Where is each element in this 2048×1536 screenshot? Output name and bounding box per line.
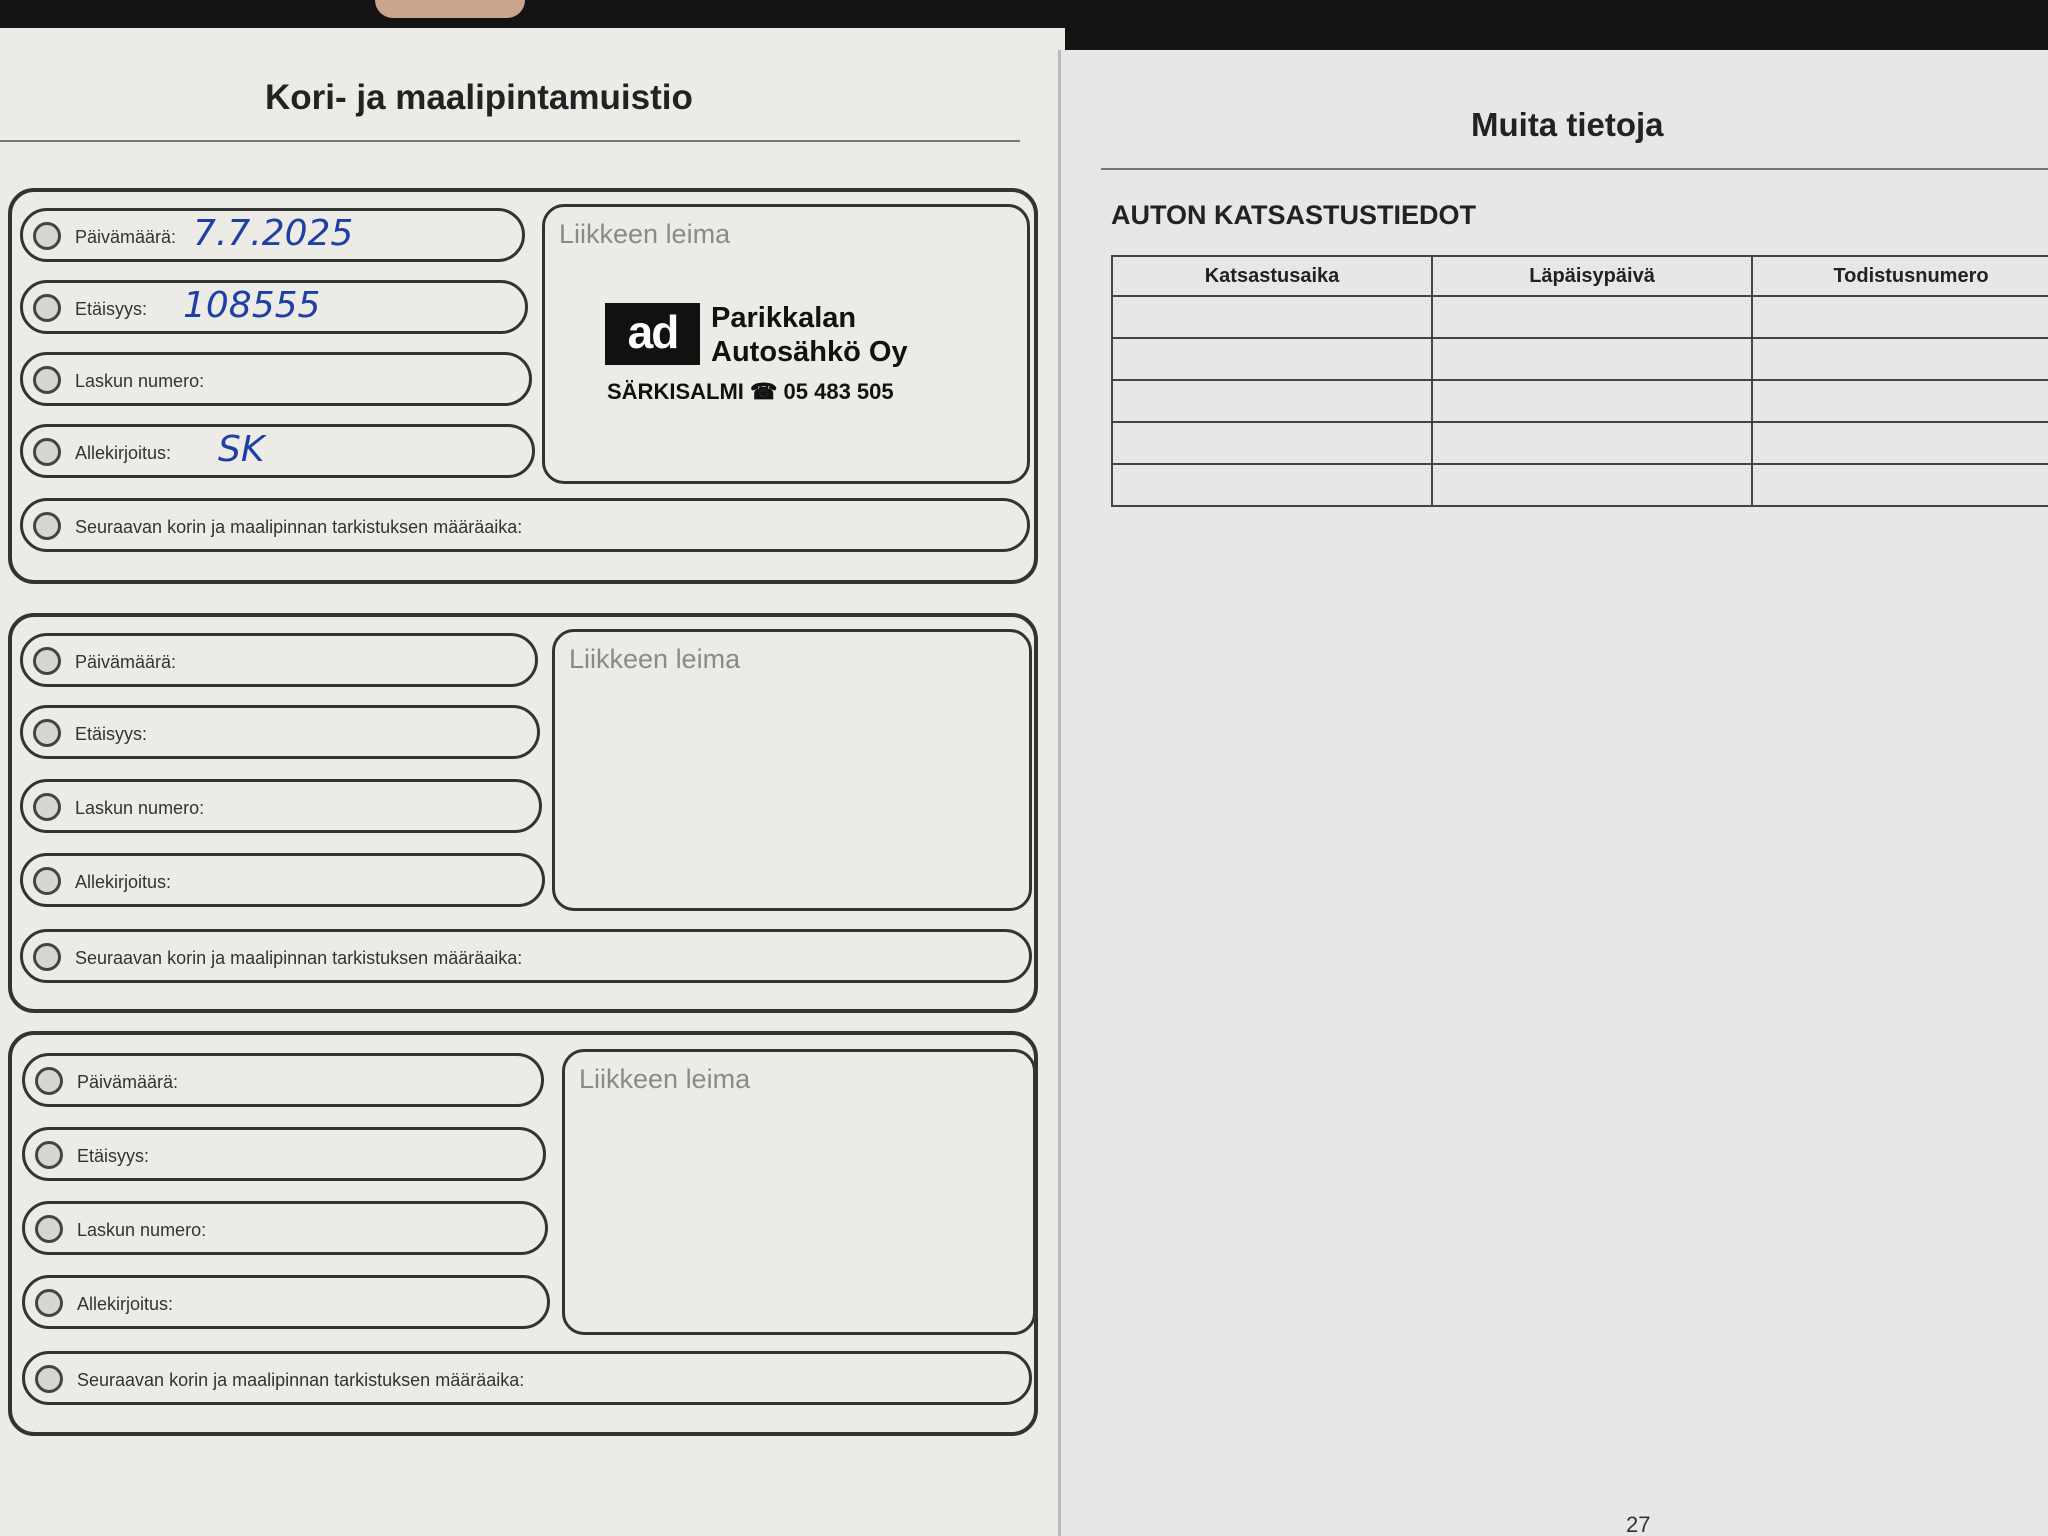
record-block-1 [8,188,1038,584]
table-cell[interactable] [1112,464,1432,506]
signature-field[interactable] [20,853,545,907]
stamp-label: Liikkeen leima [579,1064,751,1094]
stamp-name-line1: Parikkalan [711,302,857,334]
column-header-pass-date: Läpäisypäivä [1432,256,1752,296]
table-cell[interactable] [1432,464,1752,506]
checkbox-circle[interactable] [33,719,61,747]
table-cell[interactable] [1432,380,1752,422]
signature-label: Allekirjoitus: [77,1294,174,1314]
column-header-inspection-time: Katsastusaika [1112,256,1432,296]
table-row [1112,422,2048,464]
checkbox-circle[interactable] [35,1289,63,1317]
table-cell[interactable] [1112,380,1432,422]
date-value: 7.7.2025 [193,213,354,254]
checkbox-circle[interactable] [33,943,61,971]
table-cell[interactable] [1752,380,2048,422]
left-page [0,28,1065,1536]
distance-field[interactable] [20,280,528,334]
table-cell[interactable] [1432,296,1752,338]
right-page [1058,50,2048,1536]
checkbox-circle[interactable] [33,867,61,895]
checkbox-circle[interactable] [35,1365,63,1393]
date-field[interactable] [20,633,538,687]
table-cell[interactable] [1112,422,1432,464]
next-check-label: Seuraavan korin ja maalipinnan tarkistuksen määräaika: [75,948,523,968]
distance-value: 108555 [183,285,321,326]
signature-value: SK [218,429,265,470]
next-check-field[interactable] [20,498,1030,552]
finger-edge [375,0,525,18]
stamp-address: SÄRKISALMI ☎ 05 483 505 [607,379,894,404]
next-check-label: Seuraavan korin ja maalipinnan tarkistuksen määräaika: [77,1370,525,1390]
stamp-name-line2: Autosähkö Oy [711,336,908,368]
checkbox-circle[interactable] [33,294,61,322]
checkbox-circle[interactable] [33,647,61,675]
distance-label: Etäisyys: [77,1146,150,1166]
table-row [1112,464,2048,506]
business-stamp [605,299,935,419]
page-title: Muita tietoja [1471,106,1664,143]
stamp-box [542,204,1030,484]
checkbox-circle[interactable] [33,366,61,394]
invoice-label: Laskun numero: [75,371,205,391]
distance-field[interactable] [22,1127,546,1181]
next-check-field[interactable] [20,929,1032,983]
table-cell[interactable] [1752,296,2048,338]
title-rule [0,140,1020,142]
table-cell[interactable] [1432,422,1752,464]
table-row [1112,380,2048,422]
invoice-field[interactable] [20,779,542,833]
stamp-label: Liikkeen leima [569,644,741,674]
signature-label: Allekirjoitus: [75,443,172,463]
stamp-company-name [711,301,908,369]
invoice-label: Laskun numero: [75,798,205,818]
next-check-label: Seuraavan korin ja maalipinnan tarkistuksen määräaika: [75,517,523,537]
table-cell[interactable] [1752,338,2048,380]
distance-label: Etäisyys: [75,299,148,319]
date-field[interactable] [22,1053,544,1107]
invoice-field[interactable] [22,1201,548,1255]
column-header-certificate-number: Todistusnumero [1752,256,2048,296]
table-row [1112,338,2048,380]
date-label: Päivämäärä: [75,652,177,672]
checkbox-circle[interactable] [35,1215,63,1243]
ad-logo-icon: ad [605,303,700,365]
distance-field[interactable] [20,705,540,759]
checkbox-circle[interactable] [33,512,61,540]
next-check-field[interactable] [22,1351,1032,1405]
table-cell[interactable] [1112,296,1432,338]
table-cell[interactable] [1752,422,2048,464]
page-number: 27 [1626,1512,1651,1536]
invoice-label: Laskun numero: [77,1220,207,1240]
table-cell[interactable] [1752,464,2048,506]
signature-field[interactable] [20,424,535,478]
title-rule [1101,168,2048,170]
date-field[interactable] [20,208,525,262]
table-header-row [1112,256,2048,296]
checkbox-circle[interactable] [33,438,61,466]
inspection-table [1111,255,2048,507]
record-block-3 [8,1031,1038,1436]
table-cell[interactable] [1112,338,1432,380]
page-title: Kori- ja maalipintamuistio [265,78,693,117]
checkbox-circle[interactable] [35,1067,63,1095]
distance-label: Etäisyys: [75,724,148,744]
checkbox-circle[interactable] [33,222,61,250]
table-cell[interactable] [1432,338,1752,380]
stamp-box [552,629,1032,911]
invoice-field[interactable] [20,352,532,406]
table-row [1112,296,2048,338]
signature-field[interactable] [22,1275,550,1329]
record-block-2 [8,613,1038,1013]
table-body [1112,296,2048,506]
stamp-label: Liikkeen leima [559,219,731,249]
checkbox-circle[interactable] [33,793,61,821]
signature-label: Allekirjoitus: [75,872,172,892]
checkbox-circle[interactable] [35,1141,63,1169]
date-label: Päivämäärä: [75,227,177,247]
stamp-box [562,1049,1036,1335]
section-title: AUTON KATSASTUSTIEDOT [1111,200,1477,230]
date-label: Päivämäärä: [77,1072,179,1092]
